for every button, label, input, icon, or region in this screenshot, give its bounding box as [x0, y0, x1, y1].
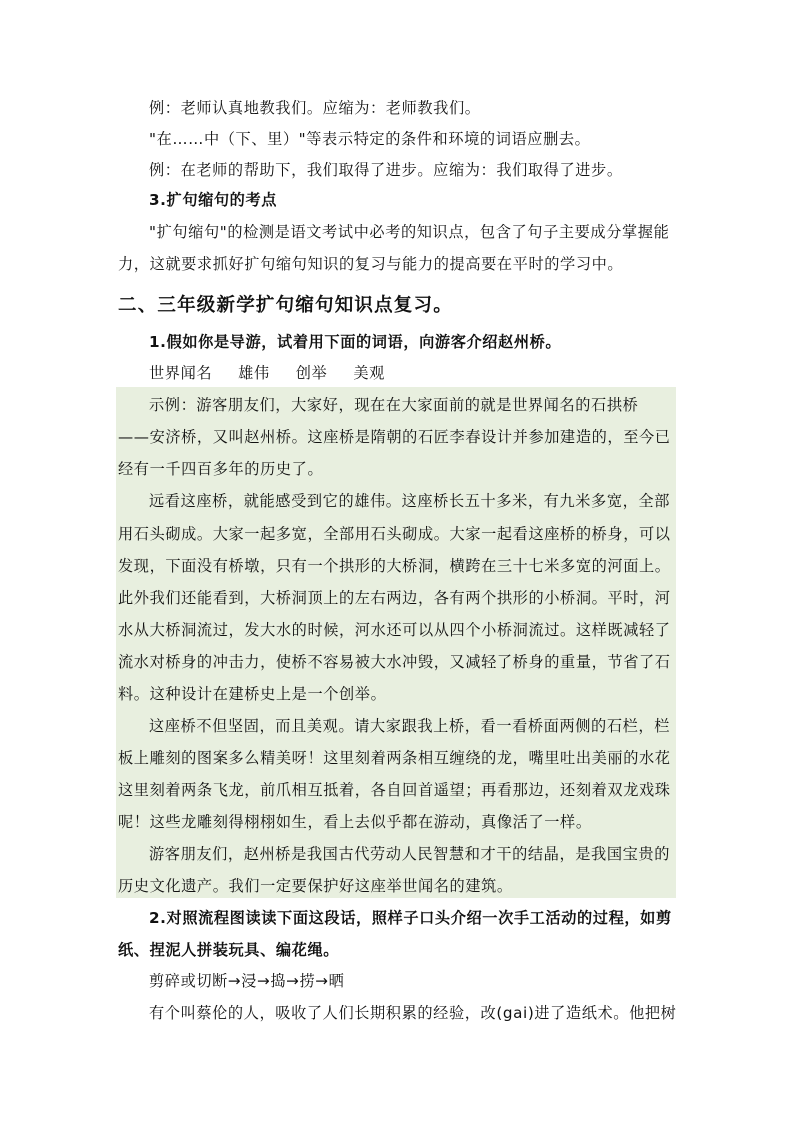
example-paragraph-line: 发现，下面没有桥墩，只有一个拱形的大桥洞，横跨在三十七米多宽的河面上。	[118, 557, 671, 575]
word-item: 美观	[353, 364, 385, 382]
word-list	[149, 363, 679, 383]
flow-steps: 剪碎或切断→浸→捣→捞→晒	[149, 972, 345, 990]
section-heading: 二、三年级新学扩句缩句知识点复习。	[118, 295, 453, 316]
word-item: 世界闻名	[149, 364, 213, 382]
word-item: 创举	[295, 364, 328, 382]
example-paragraph-line: 板上雕刻的图案多么精美呀！这里刻着两条相互缠绕的龙，嘴里吐出美丽的水花	[118, 749, 671, 767]
question-2-continued: 纸、捏泥人拼装玩具、编花绳。	[118, 941, 340, 959]
example-paragraph-line: 用石头砌成。大家一起多宽，全部用石头砌成。大家一起看这座桥的桥身，可以	[118, 525, 671, 543]
question-2: 2.对照流程图读读下面这段话，照样子口头介绍一次手工活动的过程，如剪	[149, 909, 672, 927]
example-paragraph-line: 游客朋友们，赵州桥是我国古代劳动人民智慧和才干的结晶，是我国宝贵的	[149, 845, 670, 863]
example-paragraph-line: 此外我们还能看到，大桥洞顶上的左右两边，各有两个拱形的小桥洞。平时，河	[118, 589, 671, 607]
example-paragraph-line: 水从大桥洞流过，发大水的时候，河水还可以从四个小桥洞流过。这样既减轻了	[118, 621, 671, 639]
question-1: 1.假如你是导游，试着用下面的词语，向游客介绍赵州桥。	[149, 333, 562, 351]
example-paragraph-line: 历史文化遗产。我们一定要保护好这座举世闻名的建筑。	[118, 877, 513, 895]
example-paragraph-line: 经有一千四百多年的历史了。	[118, 460, 324, 478]
paragraph-line: "扩句缩句"的检测是语文考试中必考的知识点，包含了句子主要成分掌握能	[149, 223, 670, 241]
paragraph-line: 有个叫蔡伦的人，吸收了人们长期积累的经验，改(gai)进了造纸术。他把树	[149, 1004, 677, 1022]
example-line-1: 例：老师认真地教我们。应缩为：老师教我们。	[149, 99, 481, 117]
example-paragraph-line: 示例：游客朋友们，大家好，现在在大家面前的就是世界闻名的石拱桥	[149, 396, 639, 414]
example-paragraph-line: 流水对桥身的冲击力，使桥不容易被大水冲毁，又减轻了桥身的重量，节省了石	[118, 653, 671, 671]
paragraph-line: 力，这就要求抓好扩句缩句知识的复习与能力的提高要在平时的学习中。	[118, 255, 624, 273]
rule-line: "在……中（下、里）"等表示特定的条件和环境的词语应删去。	[149, 130, 591, 148]
example-paragraph-line: 这里刻着两条飞龙，前爪相互抵着，各自回首遥望；再看那边，还刻着双龙戏珠	[118, 781, 671, 799]
example-paragraph-line: 呢！这些龙雕刻得栩栩如生，看上去似乎都在游动，真像活了一样。	[118, 813, 592, 831]
example-paragraph-line: 远看这座桥，就能感受到它的雄伟。这座桥长五十多米，有九米多宽，全部	[149, 492, 670, 510]
example-paragraph-line: ——安济桥，又叫赵州桥。这座桥是隋朝的石匠李春设计并参加建造的，至今已	[118, 428, 671, 446]
example-line-2: 例：在老师的帮助下，我们取得了进步。应缩为：我们取得了进步。	[149, 161, 623, 179]
example-paragraph-line: 料。这种设计在建桥史上是一个创举。	[118, 685, 387, 703]
example-paragraph-line: 这座桥不但坚固，而且美观。请大家跟我上桥，看一看桥面两侧的石栏，栏	[149, 717, 670, 735]
section-subheading: 3.扩句缩句的考点	[149, 191, 278, 209]
word-item: 雄伟	[238, 364, 270, 382]
